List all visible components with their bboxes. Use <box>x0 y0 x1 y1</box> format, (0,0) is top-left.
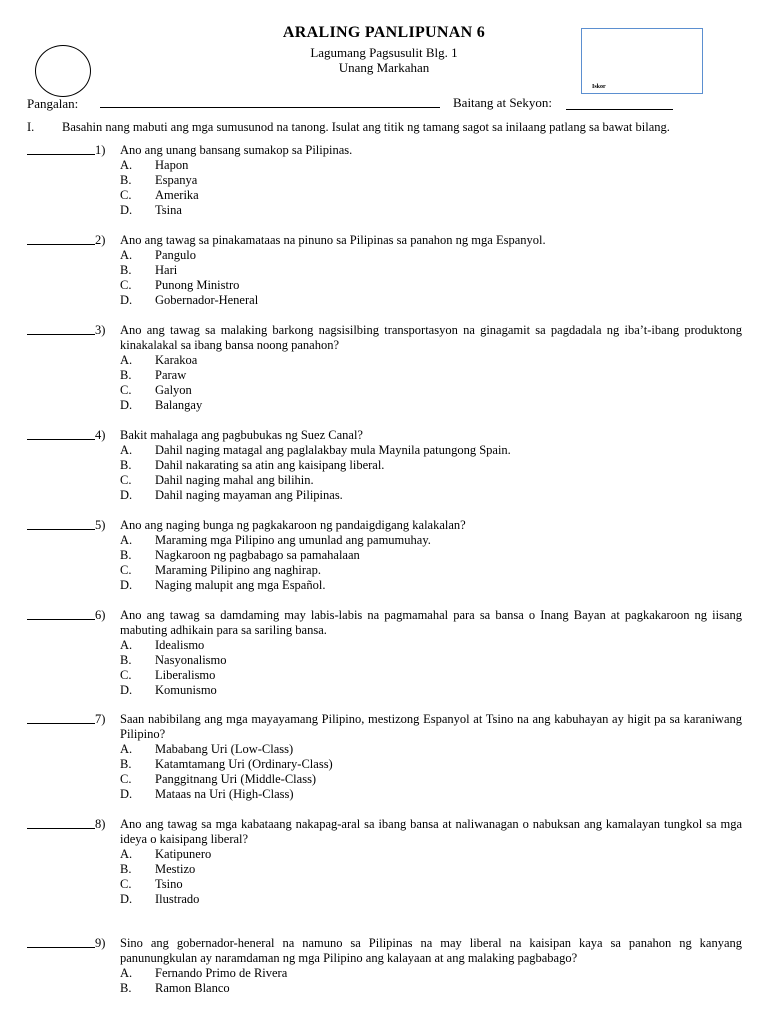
choice-text: Nasyonalismo <box>155 653 227 667</box>
choice-letter: C. <box>120 563 132 577</box>
answer-choice <box>120 458 742 473</box>
answer-blank[interactable] <box>27 439 95 440</box>
instructions-text: Basahin nang mabuti ang mga sumusunod na tanong. Isulat ang titik ng tamang sagot sa inilaang patlang sa bawat bilang. <box>62 120 670 134</box>
choice-letter: B. <box>120 862 132 876</box>
choice-letter: A. <box>120 638 133 652</box>
choice-letter: A. <box>120 248 133 262</box>
score-label: Iskor <box>592 84 606 90</box>
choice-letter: C. <box>120 772 132 786</box>
choice-text: Katamtamang Uri (Ordinary-Class) <box>155 757 333 771</box>
choice-text: Ramon Blanco <box>155 981 230 995</box>
choice-letter: D. <box>120 293 133 307</box>
choice-letter: D. <box>120 398 133 412</box>
answer-choice <box>120 981 742 996</box>
question-item <box>27 936 742 996</box>
answer-choice <box>120 742 742 757</box>
answer-choice <box>120 488 742 503</box>
answer-blank[interactable] <box>27 244 95 245</box>
question-number: 8) <box>95 817 106 831</box>
name-label: Pangalan: <box>27 96 79 111</box>
name-row <box>27 95 440 112</box>
question-item <box>27 518 742 593</box>
question-item <box>27 143 742 218</box>
answer-choice <box>120 772 742 787</box>
question-item <box>27 233 742 308</box>
choice-text: Mestizo <box>155 862 196 876</box>
choice-text: Idealismo <box>155 638 205 652</box>
answer-choice <box>120 548 742 563</box>
choice-letter: B. <box>120 548 132 562</box>
choice-letter: C. <box>120 278 132 292</box>
choice-text: Amerika <box>155 188 199 202</box>
choice-letter: D. <box>120 488 133 502</box>
answer-choice <box>120 757 742 772</box>
choice-letter: C. <box>120 473 132 487</box>
question-text: Ano ang tawag sa damdaming may labis-labis na pagmamahal para sa bansa o Inang Bayan at pagkakaroon ng iisang mabuting adhikain para sa sariling bansa. <box>120 608 742 637</box>
answer-choice <box>120 473 742 488</box>
question-number: 9) <box>95 936 106 950</box>
choice-text: Tsino <box>155 877 183 891</box>
answer-choice <box>120 368 742 383</box>
choice-letter: D. <box>120 203 133 217</box>
answer-choice <box>120 638 742 653</box>
choice-letter: C. <box>120 668 132 682</box>
score-box[interactable] <box>581 28 703 94</box>
choice-text: Galyon <box>155 383 192 397</box>
answer-choice <box>120 578 742 593</box>
choice-letter: D. <box>120 892 133 906</box>
question-item <box>27 323 742 413</box>
choice-text: Dahil naging mahal ang bilihin. <box>155 473 314 487</box>
choice-letter: B. <box>120 653 132 667</box>
choice-text: Paraw <box>155 368 187 382</box>
choice-letter: A. <box>120 742 133 756</box>
choice-text: Mataas na Uri (High-Class) <box>155 787 294 801</box>
choice-text: Punong Ministro <box>155 278 240 292</box>
answer-choice <box>120 263 742 278</box>
choice-letter: A. <box>120 443 133 457</box>
choice-text: Karakoa <box>155 353 198 367</box>
answer-choice <box>120 877 742 892</box>
answer-choice <box>120 248 742 263</box>
question-item <box>27 712 742 802</box>
question-number: 7) <box>95 712 106 726</box>
choice-letter: C. <box>120 383 132 397</box>
question-text: Ano ang tawag sa malaking barkong nagsisilbing transportasyon na ginagamit sa pagdadala ng iba’t-ibang produktong kinakalakal sa ibang bansa noong panahon? <box>120 323 742 352</box>
answer-choice <box>120 966 742 981</box>
question-number: 2) <box>95 233 106 247</box>
choice-text: Gobernador-Heneral <box>155 293 259 307</box>
answer-choice <box>120 862 742 877</box>
question-text: Ano ang tawag sa pinakamataas na pinuno sa Pilipinas sa panahon ng mga Espanyol. <box>120 233 546 247</box>
answer-choice <box>120 443 742 458</box>
question-item <box>27 428 742 503</box>
answer-blank[interactable] <box>27 828 95 829</box>
answer-choice <box>120 278 742 293</box>
choice-letter: B. <box>120 757 132 771</box>
choice-text: Panggitnang Uri (Middle-Class) <box>155 772 317 786</box>
answer-choice <box>120 188 742 203</box>
question-number: 4) <box>95 428 106 442</box>
choice-text: Komunismo <box>155 683 217 697</box>
choice-text: Hapon <box>155 158 189 172</box>
question-item <box>27 608 742 698</box>
choice-text: Maraming mga Pilipino ang umunlad ang pamumuhay. <box>155 533 431 547</box>
choice-text: Maraming Pilipino ang naghirap. <box>155 563 321 577</box>
answer-choice <box>120 383 742 398</box>
quarter-subtitle: Unang Markahan <box>338 60 430 75</box>
choice-letter: A. <box>120 353 133 367</box>
choice-letter: D. <box>120 578 133 592</box>
choice-text: Tsina <box>155 203 182 217</box>
page-title: ARALING PANLIPUNAN 6 <box>282 24 486 41</box>
choice-text: Katipunero <box>155 847 212 861</box>
choice-text: Naging malupit ang mga Español. <box>155 578 326 592</box>
question-number: 6) <box>95 608 106 622</box>
question-text: Ano ang unang bansang sumakop sa Pilipinas. <box>120 143 353 157</box>
answer-choice <box>120 892 742 907</box>
answer-choice <box>120 173 742 188</box>
question-item <box>27 817 742 907</box>
question-text: Ano ang tawag sa mga kabataang nakapag-aral sa ibang bansa at naliwanagan o nabuksan ang kamalayan tungkol sa mga ideya o kaisipang liberal? <box>120 817 742 846</box>
choice-letter: C. <box>120 188 132 202</box>
answer-choice <box>120 293 742 308</box>
answer-blank[interactable] <box>27 529 95 530</box>
answer-blank[interactable] <box>27 619 95 620</box>
choice-text: Liberalismo <box>155 668 216 682</box>
choice-letter: A. <box>120 533 133 547</box>
choice-letter: B. <box>120 263 132 277</box>
choice-letter: A. <box>120 158 133 172</box>
choice-text: Dahil nakarating sa atin ang kaisipang liberal. <box>155 458 385 472</box>
answer-choice <box>120 533 742 548</box>
choice-text: Mababang Uri (Low-Class) <box>155 742 294 756</box>
choice-letter: B. <box>120 173 132 187</box>
question-text: Ano ang naging bunga ng pagkakaroon ng pandaigdigang kalakalan? <box>120 518 466 532</box>
choice-letter: D. <box>120 787 133 801</box>
choice-text: Pangulo <box>155 248 196 262</box>
answer-choice <box>120 158 742 173</box>
question-text: Bakit mahalaga ang pagbubukas ng Suez Canal? <box>120 428 363 442</box>
instructions-number: I. <box>27 120 35 134</box>
answer-blank[interactable] <box>27 334 95 335</box>
question-number: 5) <box>95 518 106 532</box>
answer-choice <box>120 683 742 698</box>
choice-letter: B. <box>120 458 132 472</box>
choice-text: Fernando Primo de Rivera <box>155 966 288 980</box>
question-number: 1) <box>95 143 106 157</box>
choice-text: Ilustrado <box>155 892 200 906</box>
grade-section-label: Baitang at Sekyon: <box>453 95 552 110</box>
choice-letter: B. <box>120 981 132 995</box>
choice-letter: D. <box>120 683 133 697</box>
choice-text: Dahil naging matagal ang paglalakbay mula Maynila patungong Spain. <box>155 443 511 457</box>
name-field[interactable] <box>100 95 440 108</box>
answer-blank[interactable] <box>27 154 95 155</box>
choice-text: Dahil naging mayaman ang Pilipinas. <box>155 488 343 502</box>
answer-choice <box>120 787 742 802</box>
grade-section-field[interactable] <box>566 97 673 110</box>
answer-blank[interactable] <box>27 947 95 948</box>
answer-choice <box>120 668 742 683</box>
choice-letter: A. <box>120 966 133 980</box>
choice-letter: B. <box>120 368 132 382</box>
choice-text: Nagkaroon ng pagbabago sa pamahalaan <box>155 548 360 562</box>
quiz-subtitle: Lagumang Pagsusulit Blg. 1 <box>310 45 458 60</box>
answer-choice <box>120 847 742 862</box>
choice-text: Balangay <box>155 398 203 412</box>
question-text: Sino ang gobernador-heneral na namuno sa Pilipinas na may liberal na kaisipan kaya sa panahon ng kanyang panunungkulan ay naramdaman ng mga Pilipino ang kalayaan at ang malaking pagbabago? <box>120 936 742 965</box>
answer-choice <box>120 653 742 668</box>
answer-blank[interactable] <box>27 723 95 724</box>
choice-text: Espanya <box>155 173 198 187</box>
question-text: Saan nabibilang ang mga mayayamang Pilipino, mestizong Espanyol at Tsino na ang kabuhayan ay higit pa sa karaniwang Pilipino? <box>120 712 742 741</box>
answer-choice <box>120 203 742 218</box>
choice-letter: A. <box>120 847 133 861</box>
choice-text: Hari <box>155 263 178 277</box>
answer-choice <box>120 563 742 578</box>
answer-choice <box>120 398 742 413</box>
question-number: 3) <box>95 323 106 337</box>
answer-choice <box>120 353 742 368</box>
choice-letter: C. <box>120 877 132 891</box>
